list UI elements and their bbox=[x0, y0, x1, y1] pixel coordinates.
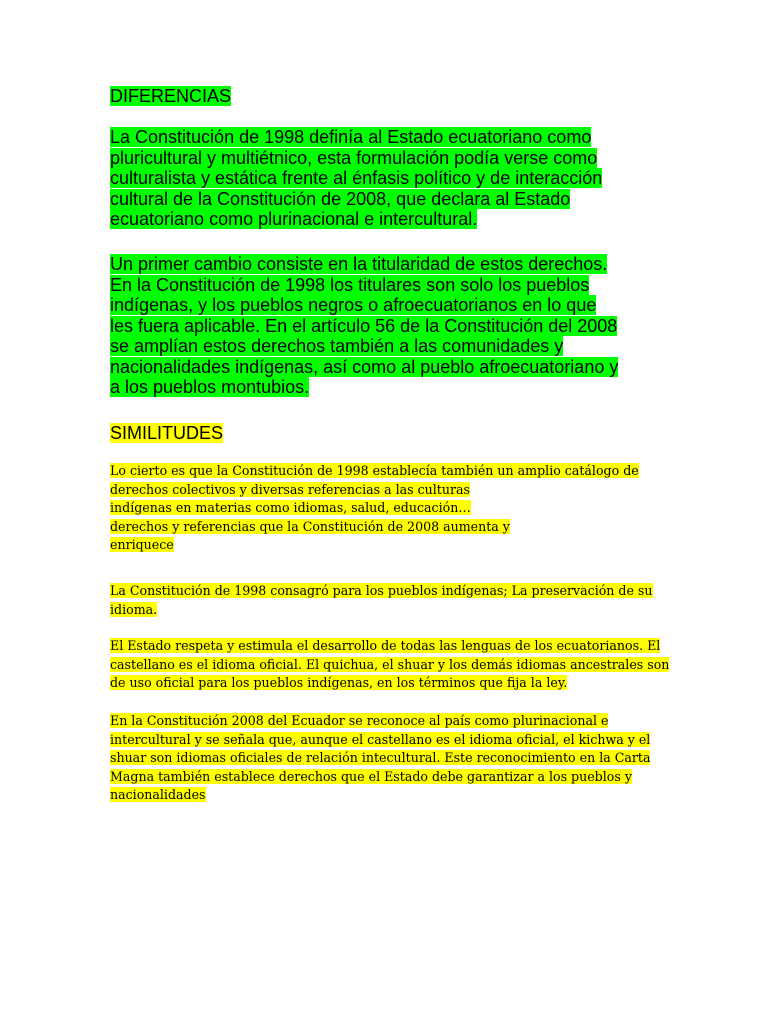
heading-diferencias bbox=[110, 85, 231, 107]
text-line: castellano es el idioma oficial. El quichua, el shuar y los demás idiomas ancestrales son bbox=[110, 656, 670, 672]
text-line: En la Constitución de 1998 los titulares son solo los pueblos bbox=[110, 274, 590, 295]
heading-similitudes-text: SIMILITUDES bbox=[110, 423, 224, 443]
text-line: derechos colectivos y diversas referencias a las culturas bbox=[110, 481, 470, 497]
paragraph-similitudes-1 bbox=[110, 462, 639, 555]
text-line: de uso oficial para los pueblos indígenas, en los términos que fija la ley. bbox=[110, 675, 568, 690]
text-line: cultural de la Constitución de 2008, que declara al Estado bbox=[110, 188, 571, 209]
text-line: La Constitución de 1998 consagró para los pueblos indígenas; La preservación de su bbox=[110, 583, 653, 598]
text-line: ecuatoriano como plurinacional e intercultural. bbox=[110, 209, 478, 229]
text-line: enriquece bbox=[110, 537, 174, 552]
paragraph-diferencias-2 bbox=[110, 254, 670, 398]
text-line: derechos y referencias que la Constitución de 2008 aumenta y bbox=[110, 518, 510, 534]
text-line: En la Constitución 2008 del Ecuador se reconoce al país como plurinacional e bbox=[110, 713, 609, 728]
text-line: les fuera aplicable. En el artículo 56 de la Constitución del 2008 bbox=[110, 315, 618, 336]
text-line: a los pueblos montubios. bbox=[110, 377, 310, 397]
text-line: culturalista y estática frente al énfasis político y de interacción bbox=[110, 168, 603, 188]
text-line: se amplían estos derechos también a las comunidades y bbox=[110, 336, 564, 356]
paragraph-diferencias-1 bbox=[110, 127, 670, 230]
text-line: Lo cierto es que la Constitución de 1998 establecía también un amplio catálogo de bbox=[110, 463, 639, 478]
text-line: El Estado respeta y estimula el desarrollo de todas las lenguas de los ecuatorianos. El bbox=[110, 638, 661, 653]
text-line: pluricultural y multiétnico, esta formulación podía verse como bbox=[110, 147, 598, 168]
paragraph-similitudes-3 bbox=[110, 637, 669, 693]
text-line: nacionalidades bbox=[110, 787, 206, 802]
text-line: intercultural y se señala que, aunque el castellano es el idioma oficial, el kichwa y el bbox=[110, 731, 651, 747]
text-line: Magna también establece derechos que el Estado debe garantizar a los pueblos y bbox=[110, 768, 632, 784]
text-line: indígenas en materias como idiomas, salud, educación… bbox=[110, 500, 471, 515]
paragraph-similitudes-4 bbox=[110, 712, 650, 805]
text-line: idioma. bbox=[110, 601, 158, 617]
text-line: indígenas, y los pueblos negros o afroecuatorianos en lo que bbox=[110, 295, 597, 315]
heading-similitudes bbox=[110, 422, 223, 444]
text-line: nacionalidades indígenas, así como al pueblo afroecuatoriano y bbox=[110, 356, 619, 377]
text-line: La Constitución de 1998 definía al Estado ecuatoriano como bbox=[110, 127, 592, 147]
heading-diferencias-text: DIFERENCIAS bbox=[110, 86, 232, 106]
paragraph-similitudes-2 bbox=[110, 582, 653, 619]
text-line: shuar son idiomas oficiales de relación intecultural. Este reconocimiento en la Carta bbox=[110, 750, 651, 765]
text-line: Un primer cambio consiste en la titularidad de estos derechos. bbox=[110, 254, 608, 274]
